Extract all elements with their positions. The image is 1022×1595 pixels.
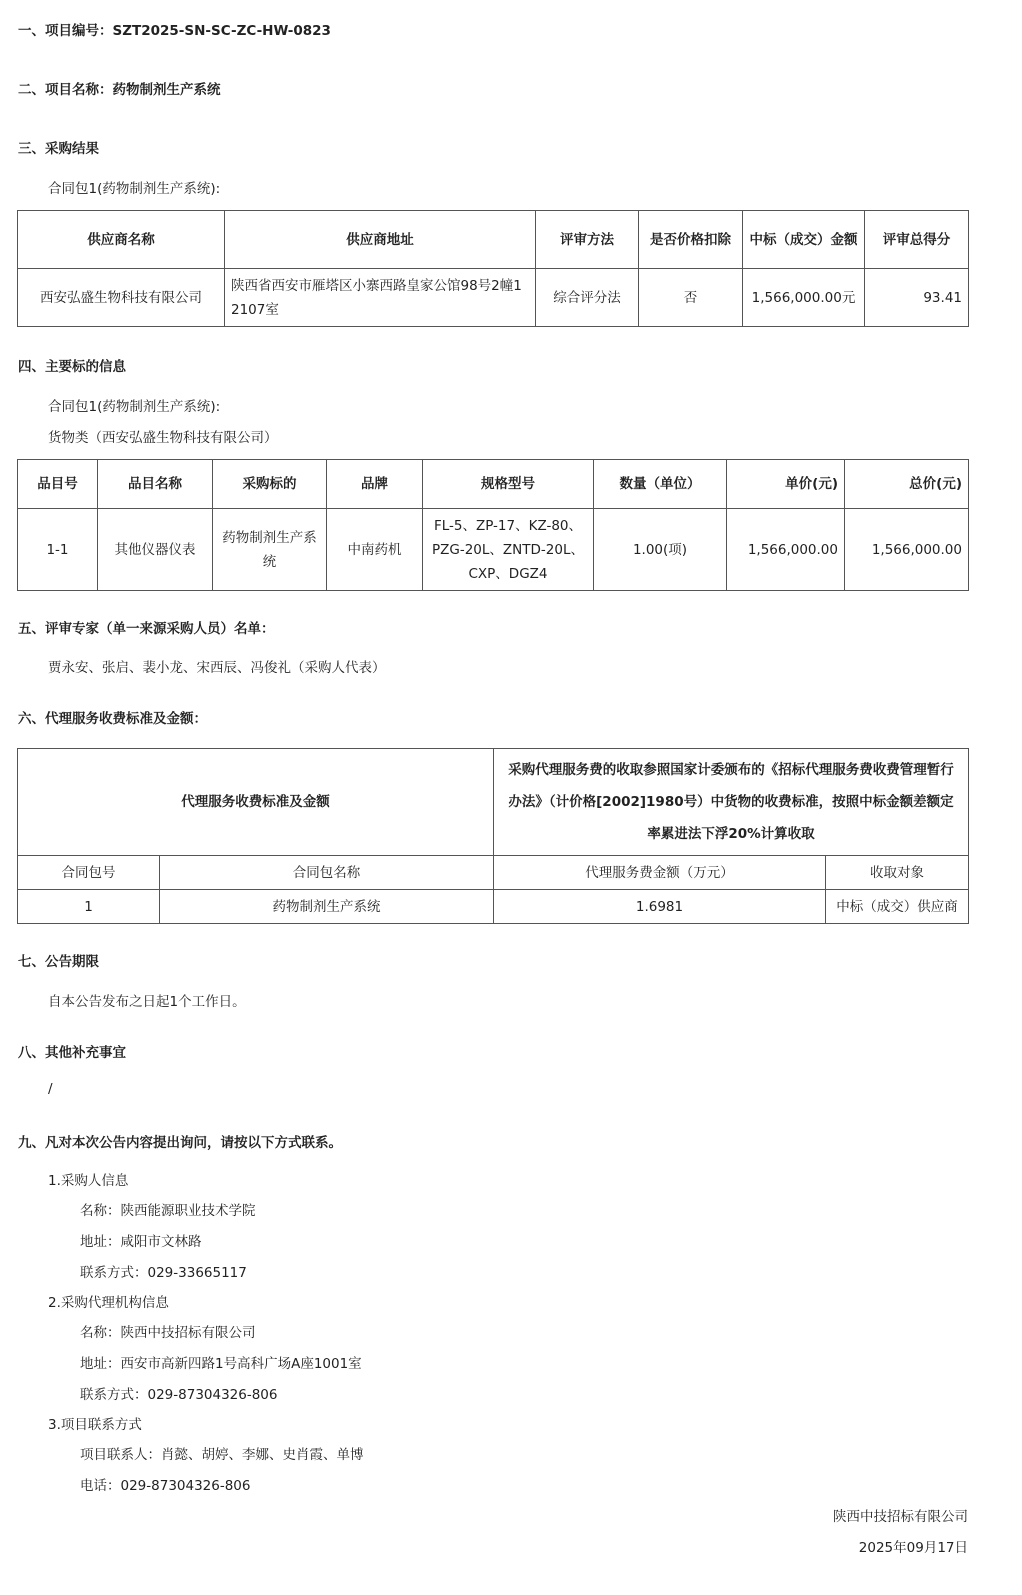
cell-procurement-subject: 药物制剂生产系统 [213, 509, 327, 591]
cell-price-deduction: 否 [639, 269, 743, 327]
th-supplier-name: 供应商名称 [18, 211, 225, 269]
section-other-matters-title: 八、其他补充事宜 [18, 1045, 126, 1061]
items-table [17, 459, 969, 591]
section-agency-fee-title: 六、代理服务收费标准及金额： [18, 711, 207, 727]
cell-unit-price: 1,566,000.00 [727, 509, 845, 591]
agency-info-heading: 2.采购代理机构信息 [48, 1295, 169, 1311]
cell-supplier-address: 陕西省西安市雁塔区小寨西路皇家公馆98号2幢12107室 [225, 269, 536, 327]
project-contact-phone: 电话：029-87304326-806 [80, 1478, 251, 1494]
th-package-name: 合同包名称 [160, 856, 494, 890]
cell-total-score: 93.41 [865, 269, 969, 327]
section-project-name [18, 78, 221, 98]
purchaser-info-heading: 1.采购人信息 [48, 1173, 129, 1189]
th-procurement-subject: 采购标的 [213, 460, 327, 509]
table-header-row [18, 856, 969, 890]
th-award-amount: 中标（成交）金额 [743, 211, 865, 269]
fee-standard-label: 代理服务收费标准及金额 [18, 749, 494, 856]
purchaser-address: 地址：咸阳市文林路 [80, 1234, 202, 1250]
table-row [18, 890, 969, 924]
project-contact-heading: 3.项目联系方式 [48, 1417, 142, 1433]
contract-package-label: 合同包1(药物制剂生产系统): [48, 181, 221, 197]
purchaser-name: 名称：陕西能源职业技术学院 [80, 1203, 256, 1219]
agency-fee-table [17, 748, 969, 924]
goods-category-label: 货物类（西安弘盛生物科技有限公司） [48, 430, 278, 446]
cell-award-amount: 1,566,000.00元 [743, 269, 865, 327]
agency-name: 名称：陕西中技招标有限公司 [80, 1325, 256, 1341]
th-spec-model: 规格型号 [423, 460, 594, 509]
project-name-label: 二、项目名称： [18, 82, 113, 98]
th-quantity: 数量（单位） [594, 460, 727, 509]
cell-charge-target: 中标（成交）供应商 [826, 890, 969, 924]
section-procurement-result-title: 三、采购结果 [18, 141, 99, 157]
section-contact-title: 九、凡对本次公告内容提出询问，请按以下方式联系。 [18, 1135, 342, 1151]
cell-supplier-name: 西安弘盛生物科技有限公司 [18, 269, 225, 327]
project-number-label: 一、项目编号： [18, 23, 113, 39]
th-brand: 品牌 [327, 460, 423, 509]
th-unit-price: 单价(元) [727, 460, 845, 509]
th-evaluation-method: 评审方法 [536, 211, 639, 269]
agency-address: 地址：西安市高新四路1号高科广场A座1001室 [80, 1356, 362, 1372]
th-total-score: 评审总得分 [865, 211, 969, 269]
cell-item-name: 其他仪器仪表 [98, 509, 213, 591]
cell-total-price: 1,566,000.00 [845, 509, 969, 591]
section-main-items-title: 四、主要标的信息 [18, 359, 126, 375]
th-price-deduction: 是否价格扣除 [639, 211, 743, 269]
th-item-name: 品目名称 [98, 460, 213, 509]
cell-fee-amount: 1.6981 [494, 890, 826, 924]
project-contact-people: 项目联系人：肖懿、胡婷、李娜、史肖霞、单博 [80, 1447, 364, 1463]
purchaser-phone: 联系方式：029-33665117 [80, 1265, 247, 1281]
footer-organization: 陕西中技招标有限公司 [833, 1509, 968, 1525]
experts-list: 贾永安、张启、裴小龙、宋西辰、冯俊礼（采购人代表） [48, 660, 386, 676]
announcement-period-text: 自本公告发布之日起1个工作日。 [48, 994, 246, 1010]
cell-package-name: 药物制剂生产系统 [160, 890, 494, 924]
cell-spec-model: FL-5、ZP-17、KZ-80、PZG-20L、ZNTD-20L、CXP、DGZ4 [423, 509, 594, 591]
th-package-number: 合同包号 [18, 856, 160, 890]
other-matters-text: / [48, 1081, 53, 1097]
fee-standard-text: 采购代理服务费的收取参照国家计委颁布的《招标代理服务费收费管理暂行办法》（计价格[2002]1980号）中货物的收费标准，按照中标金额差额定率累进法下浮20%计算收取 [494, 749, 969, 856]
cell-quantity: 1.00(项) [594, 509, 727, 591]
cell-package-number: 1 [18, 890, 160, 924]
cell-item-number: 1-1 [18, 509, 98, 591]
th-fee-amount: 代理服务费金额（万元） [494, 856, 826, 890]
footer-date: 2025年09月17日 [858, 1540, 968, 1556]
project-name-value: 药物制剂生产系统 [112, 82, 221, 98]
table-header-row [18, 211, 969, 269]
fee-standard-row [18, 749, 969, 856]
contract-package-label-2: 合同包1(药物制剂生产系统): [48, 399, 221, 415]
table-row [18, 269, 969, 327]
cell-brand: 中南药机 [327, 509, 423, 591]
table-header-row [18, 460, 969, 509]
section-experts-title: 五、评审专家（单一来源采购人员）名单： [18, 621, 275, 637]
section-announcement-period-title: 七、公告期限 [18, 954, 99, 970]
agency-phone: 联系方式：029-87304326-806 [80, 1387, 278, 1403]
cell-evaluation-method: 综合评分法 [536, 269, 639, 327]
section-project-number [18, 19, 331, 39]
th-supplier-address: 供应商地址 [225, 211, 536, 269]
result-table [17, 210, 969, 327]
project-number-value: SZT2025-SN-SC-ZC-HW-0823 [112, 23, 331, 39]
th-charge-target: 收取对象 [826, 856, 969, 890]
table-row [18, 509, 969, 591]
th-total-price: 总价(元) [845, 460, 969, 509]
th-item-number: 品目号 [18, 460, 98, 509]
